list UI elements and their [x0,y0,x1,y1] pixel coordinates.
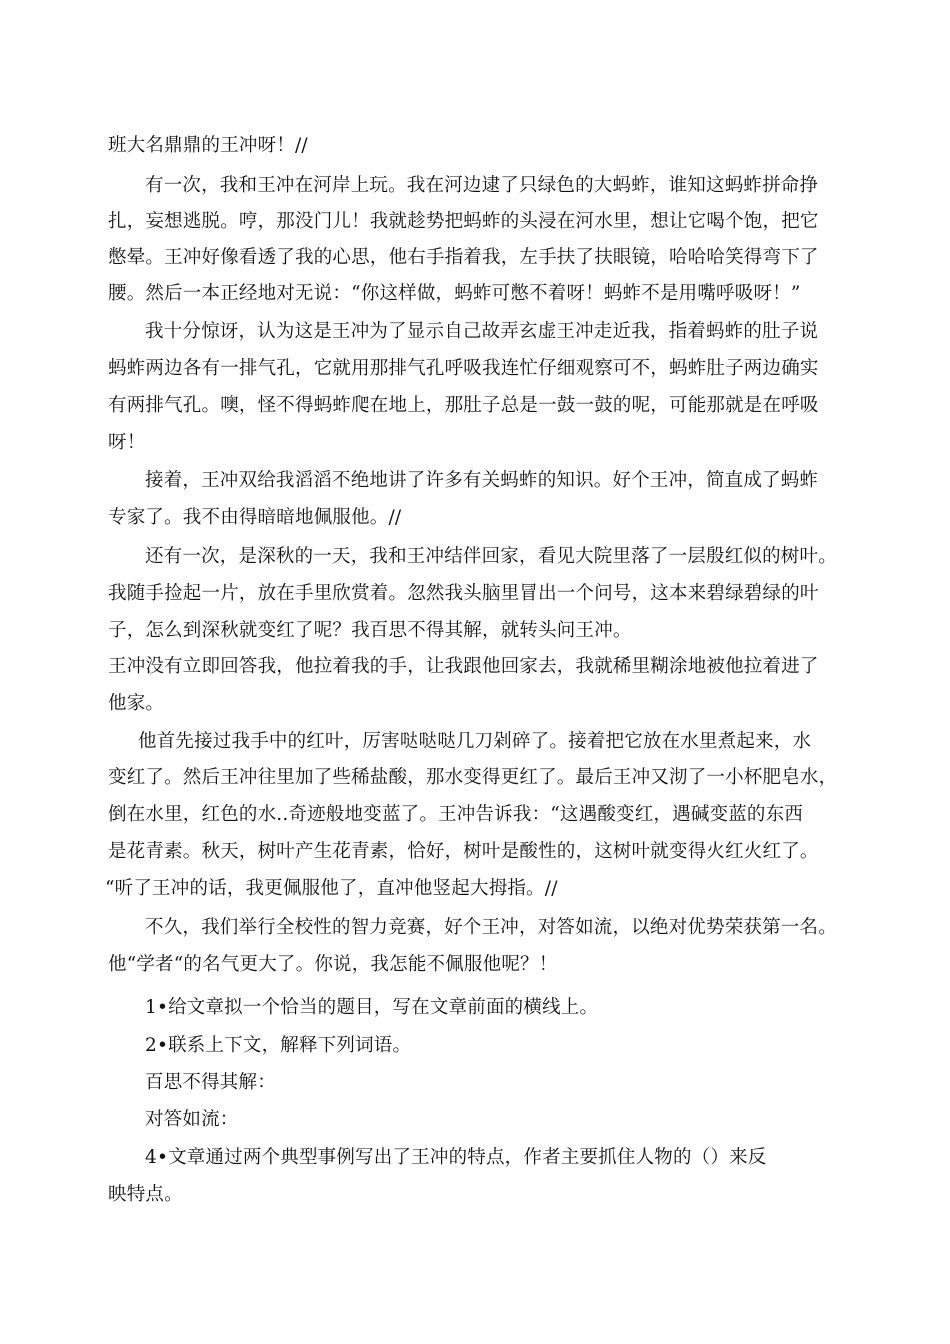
question-line: 1•给文章拟一个恰当的题目，写在文章前面的横线上。 [145,997,599,1018]
text-line: “听了王冲的话，我更佩服他了，直冲他竖起大拇指。// [105,878,558,899]
question-line: 对答如流： [145,1109,239,1130]
question-line: 4•文章通过两个典型事例写出了王冲的特点，作者主要抓住人物的（）来反 [145,1147,767,1168]
text-line: 变红了。然后王冲往里加了些稀盐酸，那水变得更红了。最后王冲又沏了一小杯肥皂水， [108,767,838,788]
text-line: 王冲没有立即回答我，他拉着我的手，让我跟他回家去，我就稀里糊涂地被他拉着进了 [108,656,819,677]
paragraph-line: 我十分惊讶，认为这是王冲为了显示自己故弄玄虚王冲走近我，指着蚂蚱的肚子说 [145,321,819,342]
text-line: 有两排气孔。噢，怪不得蚂蚱爬在地上，那肚子总是一鼓一鼓的呢，可能那就是在呼吸 [108,395,819,416]
paragraph-line: 接着，王冲双给我滔滔不绝地讲了许多有关蚂蚱的知识。好个王冲，简直成了蚂蚱 [145,470,819,491]
question-line: 百思不得其解： [145,1072,276,1093]
question-line: 2•联系上下文，解释下列词语。 [145,1035,412,1056]
text-line: 子，怎么到深秋就变红了呢？我百思不得其解，就转头问王冲。 [108,620,632,641]
paragraph-line: 有一次，我和王冲在河岸上玩。我在河边逮了只绿色的大蚂蚱，谁知这蚂蚱拼命挣 [145,175,819,196]
text-line: 呀！ [108,432,146,453]
text-line: 扎，妄想逃脱。哼，那没门儿！我就趁势把蚂蚱的头浸在河水里，想让它喝个饱，把它 [108,211,819,232]
text-line: 他“学者“的名气更大了。你说，我怎能不佩服他呢？！ [108,954,558,975]
text-line: 我随手捡起一片，放在手里欣赏着。忽然我头脑里冒出一个问号，这本来碧绿碧绿的叶 [108,583,819,604]
text-line: 是花青素。秋天，树叶产生花青素，恰好，树叶是酸性的，这树叶就变得火红火红了。 [108,841,819,862]
paragraph-line: 不久，我们举行全校性的智力竞赛，好个王冲，对答如流，以绝对优势荣获第一名。 [145,917,837,938]
text-line: 班大名鼎鼎的王冲呀！// [108,135,308,156]
text-line: 腰。然后一本正经地对无说：“你这样做，蚂蚱可憋不着呀！蚂蚱不是用嘴呼吸呀！” [108,283,801,304]
text-line: 憋晕。王冲好像看透了我的心思，他右手指着我，左手扶了扶眼镜，哈哈哈笑得弯下了 [108,247,819,268]
text-line: 他家。 [108,693,165,714]
text-line: 蚂蚱两边各有一排气孔，它就用那排气孔呼吸我连忙仔细观察可不，蚂蚱肚子两边确实 [108,358,819,379]
question-line: 映特点。 [108,1184,183,1205]
paragraph-line: 还有一次，是深秋的一天，我和王冲结伴回家，看见大院里落了一层殷红似的树叶。 [145,546,837,567]
paragraph-line: 他首先接过我手中的红叶，厉害哒哒哒几刀剁碎了。接着把它放在水里煮起来，水 [138,731,812,752]
text-line: 倒在水里，红色的水..奇迹般地变蓝了。王冲告诉我：“这遇酸变红，遇碱变蓝的东西 [108,804,804,825]
text-line: 专家了。我不由得暗暗地佩服他。// [108,507,402,528]
